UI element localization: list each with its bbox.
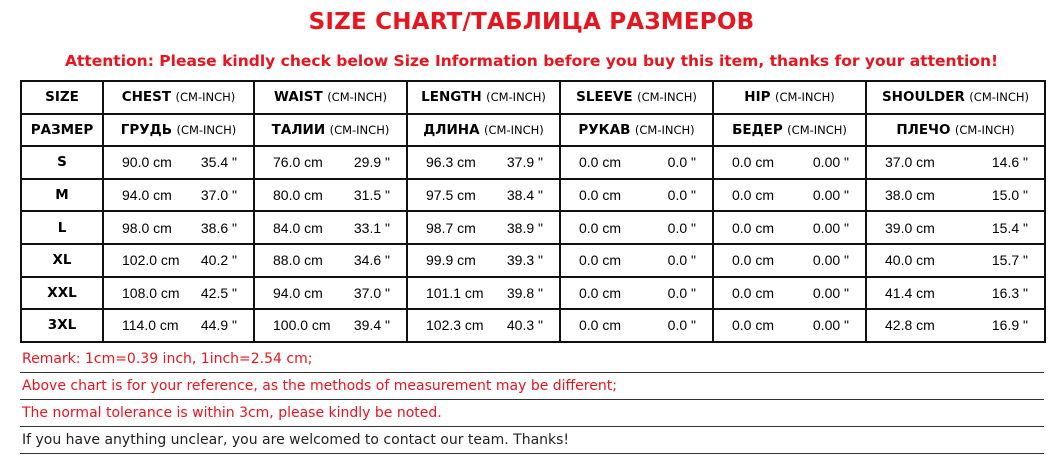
measurement-cell bbox=[407, 309, 560, 342]
column-name: ГРУДЬ bbox=[120, 121, 172, 138]
column-name: БЕДЕР bbox=[732, 121, 783, 138]
column-unit: (CM-INCH) bbox=[969, 90, 1030, 105]
value-cm: 88.0 cm bbox=[273, 252, 323, 269]
value-cm: 98.0 cm bbox=[122, 219, 172, 236]
header-cell bbox=[103, 114, 254, 147]
header-row-ru bbox=[21, 114, 1045, 147]
value-cm: 38.0 cm bbox=[885, 187, 935, 204]
measurement-pair bbox=[714, 285, 865, 301]
table-row bbox=[21, 244, 1045, 277]
measurement-cell bbox=[407, 179, 560, 212]
measurement-pair bbox=[561, 154, 712, 170]
value-inch: 0.00 " bbox=[812, 187, 849, 204]
value-cm: 94.0 cm bbox=[122, 187, 172, 204]
column-unit: (CM-INCH) bbox=[774, 90, 835, 105]
measurement-pair bbox=[867, 285, 1044, 301]
header-cell bbox=[866, 114, 1045, 147]
column-name: РУКАВ bbox=[578, 121, 631, 138]
measurement-pair bbox=[714, 220, 865, 236]
value-cm: 37.0 cm bbox=[885, 154, 935, 171]
value-cm: 41.4 cm bbox=[885, 284, 935, 301]
measurement-pair bbox=[408, 252, 559, 268]
value-inch: 37.0 " bbox=[353, 284, 390, 301]
measurement-cell bbox=[560, 146, 713, 179]
measurement-cell bbox=[713, 211, 866, 244]
measurement-pair bbox=[255, 220, 406, 236]
column-unit: (CM-INCH) bbox=[483, 122, 544, 137]
value-inch: 37.0 " bbox=[200, 187, 237, 204]
header-cell bbox=[254, 114, 407, 147]
note-reference: Above chart is for your reference, as the methods of measurement may be different; bbox=[20, 373, 1044, 400]
measurement-pair bbox=[867, 317, 1044, 333]
size-label: XL bbox=[21, 244, 103, 277]
measurement-pair bbox=[104, 317, 253, 333]
value-cm: 40.0 cm bbox=[885, 252, 935, 269]
value-inch: 39.8 " bbox=[506, 284, 543, 301]
value-inch: 0.0 " bbox=[667, 317, 696, 334]
table-row bbox=[21, 211, 1045, 244]
value-cm: 0.0 cm bbox=[579, 154, 622, 171]
measurement-cell bbox=[103, 211, 254, 244]
value-inch: 38.9 " bbox=[506, 219, 543, 236]
size-label: 3XL bbox=[21, 309, 103, 342]
table-row bbox=[21, 309, 1045, 342]
value-cm: 0.0 cm bbox=[732, 284, 775, 301]
column-name: WAIST bbox=[274, 89, 323, 106]
measurement-pair bbox=[714, 154, 865, 170]
measurement-pair bbox=[255, 317, 406, 333]
value-cm: 0.0 cm bbox=[579, 317, 622, 334]
value-cm: 0.0 cm bbox=[732, 252, 775, 269]
column-name: CHEST bbox=[121, 89, 172, 106]
value-inch: 0.00 " bbox=[812, 154, 849, 171]
measurement-cell bbox=[103, 309, 254, 342]
size-label: M bbox=[21, 179, 103, 212]
measurement-pair bbox=[714, 317, 865, 333]
size-label: L bbox=[21, 211, 103, 244]
measurement-cell bbox=[713, 179, 866, 212]
column-name: SIZE bbox=[45, 89, 79, 106]
column-name: РАЗМЕР bbox=[30, 121, 94, 138]
value-cm: 0.0 cm bbox=[579, 284, 622, 301]
column-unit: (CM-INCH) bbox=[329, 122, 390, 137]
measurement-pair bbox=[867, 220, 1044, 236]
table-row bbox=[21, 146, 1045, 179]
value-inch: 0.00 " bbox=[812, 317, 849, 334]
value-inch: 15.4 " bbox=[991, 219, 1028, 236]
value-cm: 0.0 cm bbox=[579, 219, 622, 236]
value-inch: 0.0 " bbox=[667, 219, 696, 236]
value-inch: 39.3 " bbox=[506, 252, 543, 269]
header-cell bbox=[713, 114, 866, 147]
measurement-cell bbox=[254, 309, 407, 342]
value-cm: 101.1 cm bbox=[426, 284, 484, 301]
value-inch: 31.5 " bbox=[353, 187, 390, 204]
value-inch: 15.0 " bbox=[991, 187, 1028, 204]
measurement-cell bbox=[103, 277, 254, 310]
column-unit: (CM-INCH) bbox=[634, 122, 695, 137]
header-cell bbox=[713, 81, 866, 114]
measurement-pair bbox=[255, 285, 406, 301]
column-name: HIP bbox=[744, 89, 771, 106]
measurement-pair bbox=[867, 187, 1044, 203]
measurement-pair bbox=[408, 220, 559, 236]
measurement-pair bbox=[408, 317, 559, 333]
header-cell bbox=[560, 114, 713, 147]
attention-notice: Attention: Please kindly check below Size Information before you buy this item, thanks for your attention! bbox=[64, 52, 999, 70]
measurement-cell bbox=[254, 179, 407, 212]
column-unit: (CM-INCH) bbox=[637, 90, 697, 105]
value-inch: 33.1 " bbox=[353, 219, 390, 236]
measurement-cell bbox=[713, 277, 866, 310]
notes-list bbox=[20, 346, 1044, 454]
measurement-pair bbox=[561, 317, 712, 333]
value-cm: 99.9 cm bbox=[426, 252, 476, 269]
table-row bbox=[21, 277, 1045, 310]
value-inch: 29.9 " bbox=[353, 154, 390, 171]
column-name: LENGTH bbox=[421, 89, 482, 106]
value-inch: 0.00 " bbox=[812, 284, 849, 301]
measurement-cell bbox=[254, 146, 407, 179]
measurement-pair bbox=[104, 154, 253, 170]
note-contact: If you have anything unclear, you are welcomed to contact our team. Thanks! bbox=[20, 427, 1044, 454]
value-inch: 0.0 " bbox=[667, 187, 696, 204]
header-cell bbox=[407, 81, 560, 114]
column-unit: (CM-INCH) bbox=[176, 122, 237, 137]
measurement-cell bbox=[713, 309, 866, 342]
note-tolerance: The normal tolerance is within 3cm, please kindly be noted. bbox=[20, 400, 1044, 427]
value-cm: 76.0 cm bbox=[273, 154, 323, 171]
size-label: S bbox=[21, 146, 103, 179]
value-inch: 38.6 " bbox=[200, 219, 237, 236]
measurement-pair bbox=[104, 187, 253, 203]
size-label: XXL bbox=[21, 277, 103, 310]
header-row-en bbox=[21, 81, 1045, 114]
measurement-pair bbox=[714, 187, 865, 203]
value-inch: 37.9 " bbox=[506, 154, 543, 171]
measurement-cell bbox=[866, 146, 1045, 179]
header-cell bbox=[560, 81, 713, 114]
column-unit: (CM-INCH) bbox=[787, 122, 847, 137]
value-cm: 80.0 cm bbox=[273, 187, 323, 204]
header-cell bbox=[21, 114, 103, 147]
column-unit: (CM-INCH) bbox=[327, 90, 387, 105]
measurement-cell bbox=[560, 277, 713, 310]
value-inch: 40.3 " bbox=[506, 317, 543, 334]
measurement-cell bbox=[254, 244, 407, 277]
header-cell bbox=[254, 81, 407, 114]
measurement-cell bbox=[560, 211, 713, 244]
measurement-pair bbox=[104, 252, 253, 268]
measurement-cell bbox=[407, 146, 560, 179]
value-inch: 14.6 " bbox=[991, 154, 1028, 171]
measurement-cell bbox=[254, 211, 407, 244]
measurement-pair bbox=[867, 154, 1044, 170]
value-cm: 90.0 cm bbox=[122, 154, 172, 171]
value-inch: 0.00 " bbox=[812, 252, 849, 269]
measurement-cell bbox=[713, 244, 866, 277]
column-name: SLEEVE bbox=[576, 89, 633, 106]
note-remark: Remark: 1cm=0.39 inch, 1inch=2.54 cm; bbox=[20, 346, 1044, 373]
value-inch: 0.0 " bbox=[667, 252, 696, 269]
column-unit: (CM-INCH) bbox=[175, 90, 236, 105]
value-cm: 84.0 cm bbox=[273, 219, 323, 236]
value-inch: 16.3 " bbox=[991, 284, 1028, 301]
value-cm: 42.8 cm bbox=[885, 317, 935, 334]
measurement-cell bbox=[866, 309, 1045, 342]
column-unit: (CM-INCH) bbox=[954, 122, 1015, 137]
measurement-pair bbox=[561, 220, 712, 236]
value-inch: 44.9 " bbox=[200, 317, 237, 334]
measurement-cell bbox=[103, 146, 254, 179]
measurement-pair bbox=[561, 252, 712, 268]
measurement-pair bbox=[408, 285, 559, 301]
measurement-cell bbox=[407, 244, 560, 277]
measurement-cell bbox=[560, 179, 713, 212]
measurement-pair bbox=[714, 252, 865, 268]
value-inch: 39.4 " bbox=[353, 317, 390, 334]
measurement-cell bbox=[866, 277, 1045, 310]
value-inch: 15.7 " bbox=[991, 252, 1028, 269]
column-unit: (CM-INCH) bbox=[486, 90, 546, 105]
header-cell bbox=[21, 81, 103, 114]
measurement-pair bbox=[104, 220, 253, 236]
page-title: SIZE CHART/ТАБЛИЦА РАЗМЕРОВ bbox=[308, 9, 755, 35]
value-inch: 35.4 " bbox=[200, 154, 237, 171]
measurement-pair bbox=[408, 154, 559, 170]
value-inch: 0.0 " bbox=[667, 154, 696, 171]
measurement-cell bbox=[560, 244, 713, 277]
measurement-pair bbox=[255, 252, 406, 268]
measurement-pair bbox=[255, 154, 406, 170]
measurement-cell bbox=[103, 179, 254, 212]
value-cm: 0.0 cm bbox=[579, 187, 622, 204]
measurement-cell bbox=[866, 179, 1045, 212]
table-row bbox=[21, 179, 1045, 212]
measurement-cell bbox=[254, 277, 407, 310]
measurement-pair bbox=[255, 187, 406, 203]
value-cm: 114.0 cm bbox=[122, 317, 179, 334]
size-chart-table bbox=[20, 80, 1046, 343]
value-cm: 102.0 cm bbox=[122, 252, 180, 269]
value-cm: 96.3 cm bbox=[426, 154, 476, 171]
value-inch: 16.9 " bbox=[991, 317, 1028, 334]
value-cm: 100.0 cm bbox=[273, 317, 331, 334]
value-inch: 0.00 " bbox=[812, 219, 849, 236]
value-cm: 102.3 cm bbox=[426, 317, 484, 334]
column-name: SHOULDER bbox=[881, 89, 965, 106]
measurement-pair bbox=[408, 187, 559, 203]
measurement-cell bbox=[713, 146, 866, 179]
header-cell bbox=[103, 81, 254, 114]
measurement-pair bbox=[867, 252, 1044, 268]
value-cm: 108.0 cm bbox=[122, 284, 180, 301]
measurement-cell bbox=[103, 244, 254, 277]
value-cm: 97.5 cm bbox=[426, 187, 476, 204]
value-cm: 0.0 cm bbox=[579, 252, 622, 269]
column-name: ДЛИНА bbox=[423, 121, 480, 138]
value-inch: 40.2 " bbox=[200, 252, 237, 269]
header-cell bbox=[407, 114, 560, 147]
measurement-cell bbox=[866, 244, 1045, 277]
measurement-pair bbox=[561, 285, 712, 301]
measurement-pair bbox=[104, 285, 253, 301]
value-cm: 0.0 cm bbox=[732, 219, 775, 236]
measurement-cell bbox=[407, 211, 560, 244]
value-cm: 0.0 cm bbox=[732, 317, 775, 334]
value-cm: 39.0 cm bbox=[885, 219, 935, 236]
value-inch: 38.4 " bbox=[506, 187, 543, 204]
column-name: ТАЛИИ bbox=[271, 121, 326, 138]
value-cm: 98.7 cm bbox=[426, 219, 476, 236]
header-cell bbox=[866, 81, 1045, 114]
value-inch: 0.0 " bbox=[667, 284, 696, 301]
value-cm: 94.0 cm bbox=[273, 284, 323, 301]
measurement-cell bbox=[407, 277, 560, 310]
measurement-cell bbox=[866, 211, 1045, 244]
value-inch: 42.5 " bbox=[200, 284, 237, 301]
measurement-cell bbox=[560, 309, 713, 342]
value-cm: 0.0 cm bbox=[732, 154, 775, 171]
column-name: ПЛЕЧО bbox=[896, 121, 951, 138]
measurement-pair bbox=[561, 187, 712, 203]
value-cm: 0.0 cm bbox=[732, 187, 775, 204]
value-inch: 34.6 " bbox=[353, 252, 390, 269]
